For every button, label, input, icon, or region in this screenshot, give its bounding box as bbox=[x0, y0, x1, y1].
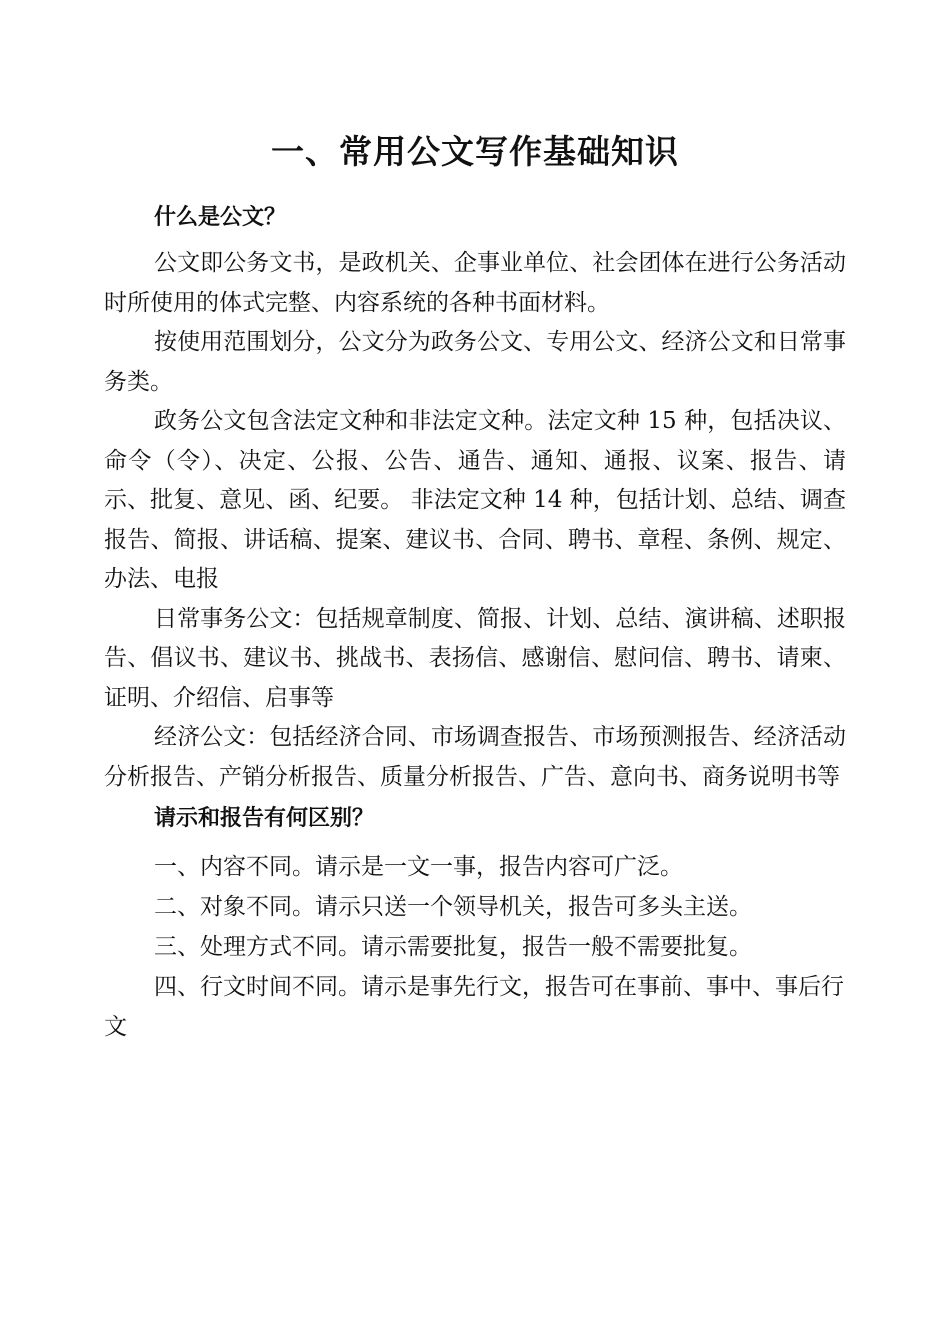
difference-item-handling: 三、处理方式不同。请示需要批复，报告一般不需要批复。 bbox=[154, 934, 752, 960]
paragraph-government-documents: 政务公文包含法定文种和非法定文种。法定文种 15 种，包括决议、命令（令）、决定、公报、公告、通告、通知、通报、议案、报告、请示、批复、意见、函、纪要。 非法定文种 14 种，包括计划、总结、调查报告、简报、讲话稿、提案、建议书、合同、聘书、章程、条例、规定、办法、电报 bbox=[104, 408, 846, 592]
paragraph-daily-affairs-documents: 日常事务公文：包括规章制度、简报、计划、总结、演讲稿、述职报告、倡议书、建议书、挑战书、表扬信、感谢信、慰问信、聘书、请柬、证明、介绍信、启事等 bbox=[104, 605, 846, 711]
difference-item-timing: 四、行文时间不同。请示是事先行文，报告可在事前、事中、事后行文 bbox=[104, 974, 844, 1040]
difference-item-recipient: 二、对象不同。请示只送一个领导机关，报告可多头主送。 bbox=[154, 894, 752, 920]
page-title: 一、常用公文写作基础知识 bbox=[271, 132, 679, 171]
paragraph-definition: 公文即公务文书，是政机关、企事业单位、社会团体在进行公务活动时所使用的体式完整、内容系统的各种书面材料。 bbox=[104, 250, 846, 316]
section-heading-what-is-official-document: 什么是公文？ bbox=[154, 205, 287, 230]
paragraph-classification: 按使用范围划分，公文分为政务公文、专用公文、经济公文和日常事务类。 bbox=[104, 329, 846, 395]
difference-item-content: 一、内容不同。请示是一文一事，报告内容可广泛。 bbox=[154, 854, 683, 880]
section-heading-request-vs-report: 请示和报告有何区别？ bbox=[154, 806, 375, 831]
paragraph-economic-documents: 经济公文：包括经济合同、市场调查报告、市场预测报告、经济活动分析报告、产销分析报告、质量分析报告、广告、意向书、商务说明书等 bbox=[104, 724, 846, 790]
